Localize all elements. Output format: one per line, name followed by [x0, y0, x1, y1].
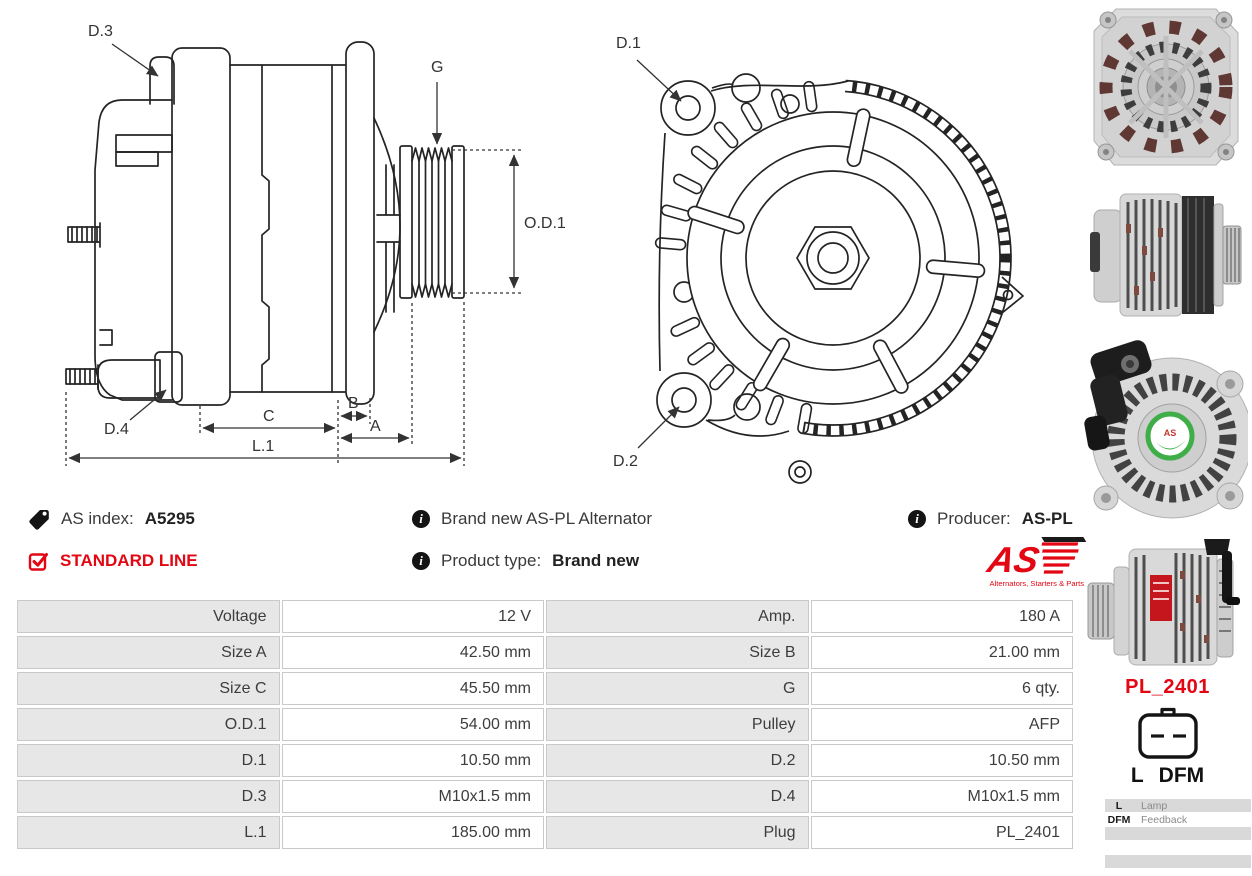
plug-pin-dfm: DFM: [1158, 764, 1205, 787]
info-icon: i: [412, 510, 430, 528]
spec-value: 42.50 mm: [282, 636, 545, 669]
spec-label: Size A: [17, 636, 280, 669]
spec-value: 180 A: [811, 600, 1074, 633]
spec-label: O.D.1: [17, 708, 280, 741]
spec-label: Amp.: [546, 600, 809, 633]
as-pl-logo-mark: [983, 537, 1087, 580]
front-dimension-labels: [613, 35, 641, 470]
plug-legend-table: [1105, 798, 1251, 869]
spec-label: D.2: [546, 744, 809, 777]
label-d2: D.2: [613, 453, 638, 470]
plug-pins-label: [1085, 764, 1250, 788]
label-c: C: [263, 408, 275, 425]
brand-line: [412, 506, 652, 532]
as-index-value: A5295: [144, 509, 195, 528]
spec-value: 45.50 mm: [282, 672, 545, 705]
table-row: [17, 672, 1073, 705]
legend-key: L: [1105, 799, 1133, 812]
legend-row-empty: [1105, 827, 1251, 840]
spec-value: 54.00 mm: [282, 708, 545, 741]
label-a: A: [370, 418, 381, 435]
brand-line-text: Brand new AS-PL Alternator: [441, 509, 653, 528]
spec-label: L.1: [17, 816, 280, 849]
alternator-side-outline: [66, 42, 464, 405]
spec-value: M10x1.5 mm: [282, 780, 545, 813]
spec-value: M10x1.5 mm: [811, 780, 1074, 813]
label-od1: O.D.1: [524, 215, 566, 232]
spec-value: AFP: [811, 708, 1074, 741]
legend-row-empty: [1105, 855, 1251, 868]
spec-label: D.1: [17, 744, 280, 777]
info-column-middle: [412, 506, 652, 590]
info-column-left: [28, 506, 198, 590]
label-d1: D.1: [616, 35, 641, 52]
dimension-lines: [66, 44, 524, 466]
label-l1: L.1: [252, 438, 275, 455]
spec-value: 12 V: [282, 600, 545, 633]
spec-value: 21.00 mm: [811, 636, 1074, 669]
table-row: [17, 600, 1073, 633]
spec-value: 10.50 mm: [811, 744, 1074, 777]
spec-value: 10.50 mm: [282, 744, 545, 777]
spec-label: Size B: [546, 636, 809, 669]
label-g: G: [431, 59, 444, 76]
standard-line-badge: [28, 548, 198, 574]
spec-label: G: [546, 672, 809, 705]
plug-code-label: PL_2401: [1125, 676, 1210, 698]
spec-value: 185.00 mm: [282, 816, 545, 849]
table-row: [17, 708, 1073, 741]
spec-label: Voltage: [17, 600, 280, 633]
plug-pin-l: L: [1130, 764, 1144, 787]
front-face: [686, 108, 985, 404]
plug-connector-icon: [1135, 704, 1201, 762]
legend-desc: Lamp: [1133, 799, 1251, 812]
product-type-value: Brand new: [552, 551, 640, 570]
table-row: [17, 780, 1073, 813]
producer-label: Producer:: [937, 509, 1011, 528]
spec-value: 6 qty.: [811, 672, 1074, 705]
tag-icon: [28, 508, 50, 530]
product-photo-side-right[interactable]: [1088, 176, 1246, 328]
spec-label: Plug: [546, 816, 809, 849]
legend-key: DFM: [1105, 813, 1133, 826]
front-view-drawing: [598, 0, 1030, 492]
spec-label: D.3: [17, 780, 280, 813]
spec-table: [15, 597, 1075, 852]
producer-line: [908, 506, 1073, 532]
product-photo-rear[interactable]: [1084, 338, 1248, 532]
label-d4: D.4: [104, 421, 129, 438]
product-type-line: [412, 548, 652, 574]
side-view-drawing: [0, 0, 580, 492]
as-index-line: [28, 506, 198, 532]
as-pl-logo-text: AS: [984, 539, 1043, 580]
spec-value: PL_2401: [811, 816, 1074, 849]
product-photo-front[interactable]: [1086, 3, 1246, 169]
checkbox-check-icon: [28, 551, 49, 572]
svg-text:AS: AS: [1163, 428, 1177, 438]
standard-line-label: STANDARD LINE: [60, 551, 198, 570]
producer-value: AS-PL: [1021, 509, 1073, 528]
table-row: [17, 636, 1073, 669]
legend-row: [1105, 799, 1251, 812]
spec-label: D.4: [546, 780, 809, 813]
info-icon: i: [908, 510, 926, 528]
as-pl-logo: [972, 534, 1090, 590]
spec-label: Size C: [17, 672, 280, 705]
legend-row: [1105, 813, 1251, 826]
table-row: [17, 744, 1073, 777]
table-row: [17, 816, 1073, 849]
as-index-label: AS index:: [61, 509, 134, 528]
label-d3: D.3: [88, 23, 113, 40]
info-icon: i: [412, 552, 430, 570]
product-type-label: Product type:: [441, 551, 542, 570]
as-pl-logo-tagline: Alternators, Starters & Parts: [989, 579, 1084, 588]
product-photo-side-left[interactable]: [1086, 537, 1246, 675]
legend-row-empty: [1105, 841, 1251, 854]
legend-desc: Feedback: [1133, 813, 1251, 826]
spec-label: Pulley: [546, 708, 809, 741]
label-b: B: [348, 395, 359, 412]
